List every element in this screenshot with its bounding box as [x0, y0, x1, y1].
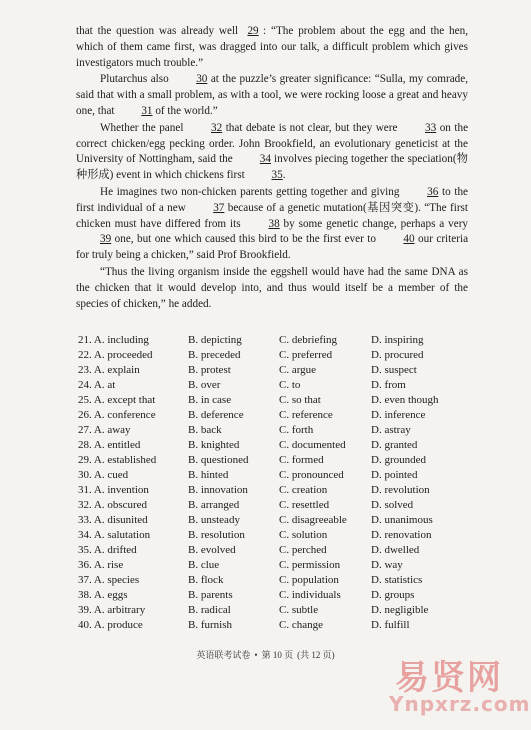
option-d: D. astray [371, 424, 411, 436]
option-d: D. unanimous [371, 514, 433, 526]
blank-38: 38 [268, 217, 280, 230]
option-c: C. individuals [279, 589, 341, 601]
option-c: C. permission [279, 559, 341, 571]
option-b: B. resolution [188, 529, 245, 541]
option-row-37 [78, 573, 478, 588]
option-row-24 [78, 378, 478, 393]
option-d: D. procured [371, 349, 424, 361]
option-d: D. negligible [371, 604, 429, 616]
option-b: B. radical [188, 604, 231, 616]
watermark-en: Ynpxrz.com [389, 692, 531, 716]
exam-label: 英语联考试卷 [196, 650, 251, 660]
option-row-25 [78, 393, 478, 408]
text: on the correct chicken/egg pecking order. John Brookfield, an evolutionary geneticist at the University of Nottingham, said the [76, 121, 469, 166]
option-d: D. granted [371, 439, 418, 451]
text: Whether the panel [100, 121, 184, 134]
option-row-40 [78, 618, 478, 633]
option-c: C. solution [279, 529, 328, 541]
option-b: B. unsteady [188, 514, 240, 526]
option-d: D. dwelled [371, 544, 420, 556]
option-c: C. reference [279, 409, 333, 421]
option-a: 28. A. entitled [78, 439, 141, 451]
option-b: B. depicting [188, 334, 242, 346]
option-b: B. over [188, 379, 221, 391]
text: to the first individual of a new [76, 185, 469, 214]
option-row-26 [78, 408, 478, 423]
page-total: (共 12 页) [297, 650, 335, 660]
option-b: B. deference [188, 409, 244, 421]
option-d: D. inspiring [371, 334, 424, 346]
option-row-22 [78, 348, 478, 363]
option-a: 40. A. produce [78, 619, 143, 631]
page-number: 第 10 页 [261, 650, 294, 660]
option-row-39 [78, 603, 478, 618]
option-d: D. grounded [371, 454, 426, 466]
blank-31: 31 [141, 104, 153, 117]
text: by some genetic change, perhaps a very [283, 217, 469, 230]
option-b: B. in case [188, 394, 232, 406]
option-row-35 [78, 543, 478, 558]
option-a: 33. A. disunited [78, 514, 148, 526]
option-a: 23. A. explain [78, 364, 140, 376]
option-a: 34. A. salutation [78, 529, 151, 541]
option-a: 38. A. eggs [78, 589, 128, 601]
option-d: D. pointed [371, 469, 418, 481]
option-c: C. perched [279, 544, 327, 556]
option-row-23 [78, 363, 478, 378]
blank-37: 37 [213, 201, 225, 214]
option-b: B. flock [188, 574, 224, 586]
option-row-29 [78, 453, 478, 468]
option-row-30 [78, 468, 478, 483]
option-b: B. clue [188, 559, 220, 571]
option-d: D. inference [371, 409, 426, 421]
option-b: B. evolved [188, 544, 236, 556]
text: He imagines two non-chicken parents getting together and giving [100, 185, 400, 198]
option-b: B. back [188, 424, 222, 436]
option-a: 35. A. drifted [78, 544, 137, 556]
text: . [282, 169, 286, 182]
option-d: D. solved [371, 499, 414, 511]
option-c: C. forth [279, 424, 314, 436]
option-c: C. subtle [279, 604, 319, 616]
blank-40: 40 [403, 233, 415, 246]
text: Plutarchus also [100, 73, 169, 86]
option-a: 24. A. at [78, 379, 116, 391]
option-row-21 [78, 333, 478, 348]
separator-dot: • [254, 650, 258, 660]
text: that debate is not clear, but they were [225, 121, 398, 134]
option-a: 27. A. away [78, 424, 131, 436]
paragraph-1 [76, 24, 468, 71]
option-b: B. questioned [188, 454, 249, 466]
option-a: 32. A. obscured [78, 499, 148, 511]
option-c: C. argue [279, 364, 317, 376]
option-d: D. even though [371, 394, 439, 406]
watermark-cn: 易贤网 [395, 658, 503, 698]
option-c: C. documented [279, 439, 346, 451]
option-d: D. from [371, 379, 406, 391]
option-row-31 [78, 483, 478, 498]
option-row-32 [78, 498, 478, 513]
option-c: C. formed [279, 454, 324, 466]
blank-30: 30 [196, 73, 208, 86]
blank-33: 33 [424, 121, 437, 134]
text: involves piecing together the speciation(物种形成) event in which chickens first [76, 153, 468, 182]
option-d: D. statistics [371, 574, 423, 586]
text: that the question was already well [76, 25, 239, 37]
text: at the puzzle’s greater significance: “Sulla, my comrade, said that with a small problem, as with a tool, we were rocking loose a great and heavy one, that [76, 73, 469, 117]
option-c: C. creation [279, 484, 328, 496]
text: : “The problem about the egg and the hen, which of them came first, was dragged into our talk, a difficult problem which gives investigators much trouble.” [76, 25, 469, 69]
cloze-passage [76, 24, 468, 313]
option-a: 37. A. species [78, 574, 140, 586]
option-b: B. preceded [188, 349, 241, 361]
option-c: C. change [279, 619, 323, 631]
paragraph-2 [76, 72, 468, 119]
paragraph-4 [76, 185, 468, 264]
option-a: 21. A. including [78, 334, 149, 346]
option-a: 25. A. except that [78, 394, 156, 406]
option-d: D. way [371, 559, 403, 571]
blank-39: 39 [100, 233, 112, 246]
blank-29: 29 [247, 25, 259, 37]
text: our criteria for truly being a chicken,” said Prof Brookfield. [76, 233, 469, 262]
blank-32: 32 [210, 121, 223, 134]
option-d: D. fulfill [371, 619, 410, 631]
option-c: C. preferred [279, 349, 333, 361]
option-row-38 [78, 588, 478, 603]
option-row-36 [78, 558, 478, 573]
option-d: D. groups [371, 589, 415, 601]
option-c: C. so that [279, 394, 321, 406]
option-b: B. arranged [188, 499, 240, 511]
option-row-28 [78, 438, 478, 453]
blank-36: 36 [427, 185, 439, 198]
option-d: D. renovation [371, 529, 432, 541]
option-d: D. revolution [371, 484, 430, 496]
option-c: C. resettled [279, 499, 330, 511]
option-a: 26. A. conference [78, 409, 156, 421]
paragraph-3 [76, 121, 468, 184]
blank-34: 34 [259, 153, 271, 166]
option-a: 36. A. rise [78, 559, 124, 571]
option-a: 39. A. arbitrary [78, 604, 146, 616]
blank-35: 35 [271, 169, 283, 182]
option-row-27 [78, 423, 478, 438]
option-d: D. suspect [371, 364, 417, 376]
option-b: B. innovation [188, 484, 248, 496]
answer-options [78, 333, 478, 633]
option-c: C. disagreeable [279, 514, 347, 526]
option-c: C. to [279, 379, 301, 391]
site-watermark [379, 650, 531, 720]
paragraph-5 [76, 265, 468, 312]
option-b: B. knighted [188, 439, 240, 451]
option-a: 29. A. established [78, 454, 157, 466]
option-row-34 [78, 528, 478, 543]
option-b: B. hinted [188, 469, 229, 481]
text: of the world.” [155, 104, 218, 117]
option-c: C. population [279, 574, 339, 586]
text: “Thus the living organism inside the eggshell would have had the same DNA as the chicken that it would develop into, and thus would itself be a member of the species of chicken,” he added. [76, 265, 468, 310]
option-c: C. debriefing [279, 334, 338, 346]
option-b: B. parents [188, 589, 233, 601]
option-row-33 [78, 513, 478, 528]
option-b: B. protest [188, 364, 231, 376]
option-a: 31. A. invention [78, 484, 149, 496]
text: because of a genetic mutation(基因突变). “The first chicken must have differed from its [76, 201, 469, 230]
option-a: 22. A. proceeded [78, 349, 153, 361]
option-a: 30. A. cued [78, 469, 129, 481]
text: one, but one which caused this bird to be the first ever to [114, 233, 376, 246]
option-c: C. pronounced [279, 469, 344, 481]
option-b: B. furnish [188, 619, 232, 631]
